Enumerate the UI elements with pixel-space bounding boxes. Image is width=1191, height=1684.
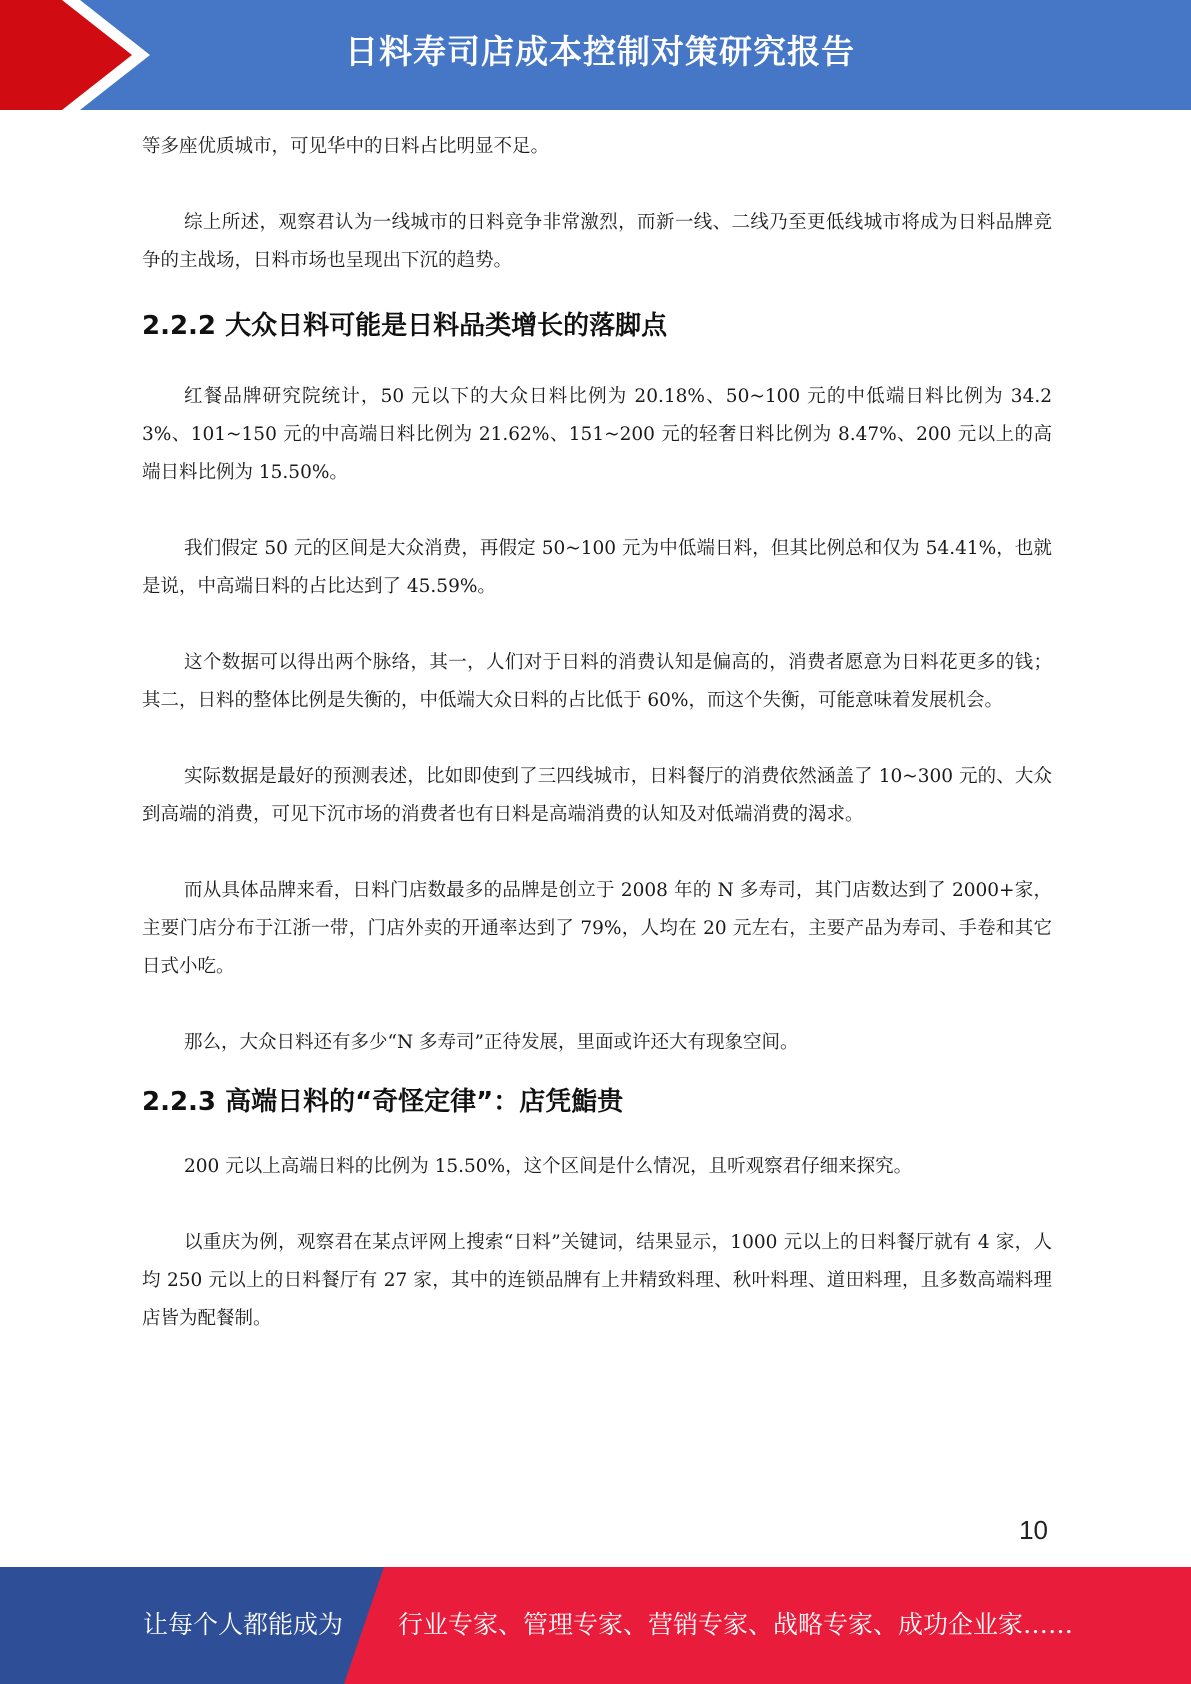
paragraph-5: 这个数据可以得出两个脉络，其一，人们对于日料的消费认知是偏高的，消费者愿意为日料花更多的钱；其二，日料的整体比例是失衡的，中低端大众日料的占比低于 60%，而这个失衡，可能意味着发展机会。 — [142, 652, 1052, 711]
page-footer — [0, 1567, 1191, 1684]
footer-slogan-left: 让每个人都能成为 — [143, 1610, 344, 1639]
paragraph-2: 综上所述，观察君认为一线城市的日料竞争非常激烈，而新一线、二线乃至更低线城市将成为日料品牌竞争的主战场，日料市场也呈现出下沉的趋势。 — [142, 212, 1052, 271]
page-content — [142, 128, 1052, 1338]
paragraph-8: 那么，大众日料还有多少“N 多寿司”正待发展，里面或许还大有现象空间。 — [184, 1032, 799, 1053]
report-title: 日料寿司店成本控制对策研究报告 — [345, 32, 855, 71]
page-number: 10 — [1019, 1515, 1048, 1545]
paragraph-10: 以重庆为例，观察君在某点评网上搜索“日料”关键词，结果显示，1000 元以上的日料餐厅就有 4 家，人均 250 元以上的日料餐厅有 27 家，其中的连锁品牌有上井精致料理、秋叶料理、道田料理，且多数高端料理店皆为配餐制。 — [142, 1232, 1052, 1329]
paragraph-9: 200 元以上高端日料的比例为 15.50%，这个区间是什么情况，且听观察君仔细来探究。 — [184, 1156, 913, 1177]
paragraph-3: 红餐品牌研究院统计，50 元以下的大众日料比例为 20.18%、50~100 元的中低端日料比例为 34.23%、101~150 元的中高端日料比例为 21.62%、151~200 元的轻奢日料比例为 8.47%、200 元以上的高端日料比例为 15.50%。 — [142, 386, 1052, 483]
section-heading-2-2-3: 2.2.3 高端日料的“奇怪定律”：店凭鮨贵 — [142, 1087, 624, 1117]
section-heading-2-2-2: 2.2.2 大众日料可能是日料品类增长的落脚点 — [142, 311, 668, 341]
paragraph-1: 等多座优质城市，可见华中的日料占比明显不足。 — [142, 136, 550, 157]
paragraph-4: 我们假定 50 元的区间是大众消费，再假定 50~100 元为中低端日料，但其比例总和仅为 54.41%，也就是说，中高端日料的占比达到了 45.59%。 — [142, 538, 1052, 597]
paragraph-6: 实际数据是最好的预测表述，比如即使到了三四线城市，日料餐厅的消费依然涵盖了 10~300 元的、大众到高端的消费，可见下沉市场的消费者也有日料是高端消费的认知及对低端消费的渴求。 — [142, 766, 1052, 825]
page-header — [0, 0, 1191, 110]
footer-slogan-right: 行业专家、管理专家、营销专家、战略专家、成功企业家…… — [398, 1610, 1074, 1639]
paragraph-7: 而从具体品牌来看，日料门店数最多的品牌是创立于 2008 年的 N 多寿司，其门店数达到了 2000+家，主要门店分布于江浙一带，门店外卖的开通率达到了 79%，人均在 20 元左右，主要产品为寿司、手卷和其它日式小吃。 — [142, 880, 1052, 977]
